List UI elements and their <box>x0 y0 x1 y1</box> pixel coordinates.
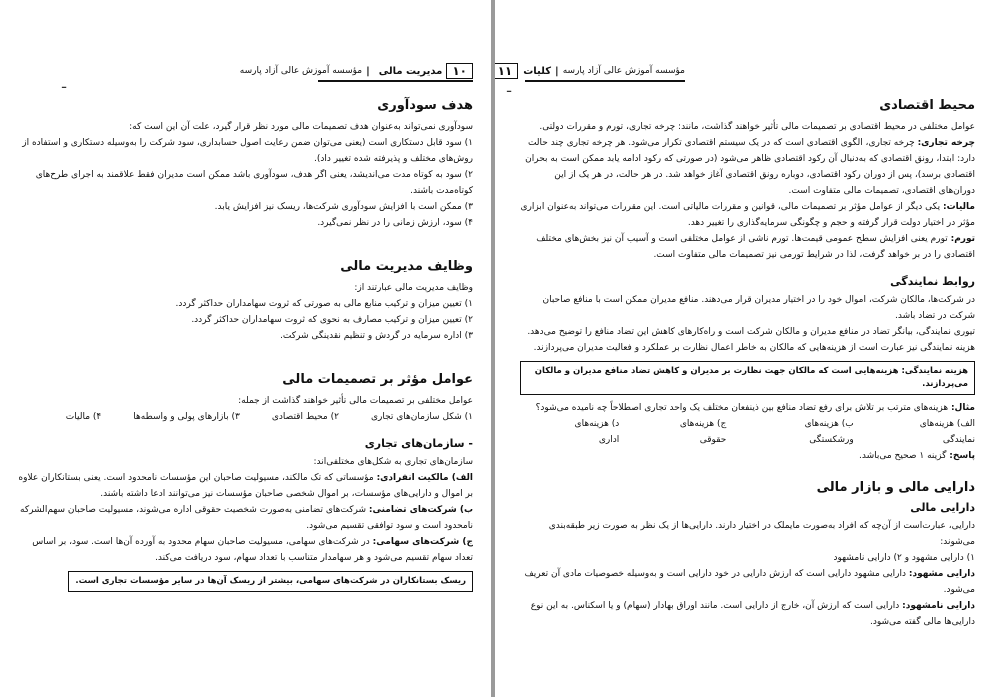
paragraph: در شرکت‌ها، مالکان شرکت، اموال خود را در اختیار مدیران قرار می‌دهند. منافع مدیران ممکن است با منافع صاحبان شرکت در تضاد باشد. <box>542 295 975 321</box>
page-number: ۱۰ <box>446 63 473 79</box>
term: پاسخ: <box>949 451 975 461</box>
institute-name: مؤسسه آموزش عالی آزاد پارسه <box>562 66 685 76</box>
header-separator: | <box>366 65 370 77</box>
term: الف) مالکیت انفرادی: <box>376 473 473 483</box>
term: ب) شرکت‌های تضامنی: <box>368 505 473 515</box>
list-item: ۳) ممکن است با افزایش سودآوری شرکت‌ها، ریسک نیز افزایش یابد. <box>214 202 473 212</box>
paragraph: عوامل مختلفی در محیط اقتصادی بر تصمیمات مالی تأثیر خواهند گذاشت، مانند: چرخه تجاری، تورم و مقررات دولتی. <box>539 122 975 132</box>
chapter-title: مدیریت مالی <box>378 65 443 77</box>
page-content <box>18 58 473 597</box>
subsection-heading: دارایی مالی <box>910 501 975 514</box>
header-separator: | <box>555 65 559 77</box>
paragraph: دارایی، عبارت‌است از آن‌چه که افراد به‌صورت مایملک در اختیار دارند. دارایی‌ها از یک نظر به صورت زیر طبقه‌بندی می‌شوند: <box>548 521 975 547</box>
option: ۴) مالیات <box>65 412 102 422</box>
option: ب) هزینه‌های ورشکستگی <box>804 419 854 445</box>
definition <box>18 470 473 502</box>
term: دارایی مشهود: <box>908 569 975 579</box>
highlight-box: هزینه نمایندگی: هزینه‌هایی است که مالکان جهت نظارت بر مدیران و کاهش تضاد منافع مدیران و مالکان می‌پردازند. <box>520 361 975 395</box>
definition-text: یکی دیگر از عوامل مؤثر بر تصمیمات مالی، قوانین و مقررات مالیاتی است. این مقررات می‌تواند به‌عنوان ابزاری مؤثر در اختیار دولت قرار گرفته و حجم و چگونگی سرمایه‌گذاری را تغییر دهد. <box>520 202 975 228</box>
list-item: ۱) سود قابل دستکاری است (یعنی می‌توان ضمن رعایت اصول حسابداری، سود شرکت را به‌وسیله دستکاری و استفاده از روش‌های مختلف و پذیرفته شده تغییر داد). <box>22 138 473 164</box>
section-heading-assets: دارایی مالی و بازار مالی <box>816 480 975 495</box>
page-10 <box>0 0 491 697</box>
definition <box>520 135 975 199</box>
section-heading-duties: وظایف مدیریت مالی <box>340 259 473 274</box>
institute-name: مؤسسه آموزش عالی آزاد پارسه <box>239 66 363 76</box>
example <box>520 400 975 416</box>
term: مثال: <box>950 403 975 413</box>
paragraph: سودآوری نمی‌تواند به‌عنوان هدف تصمیمات مالی مورد نظر قرار گیرد، علت آن این است که: <box>129 122 473 132</box>
paragraph: سازمان‌های تجاری به شکل‌های مختلفی‌اند: <box>313 457 473 467</box>
list-item: ۲) تعیین میزان و ترکیب مصارف به نحوی که ثروت سهامداران حداکثر گردد. <box>191 315 473 325</box>
chapter-title: کلیات <box>523 65 552 77</box>
list-item: ۳) اداره سرمایه در گردش و تنظیم نقدینگی شرکت. <box>280 331 473 341</box>
section-heading-econ: محیط اقتصادی <box>879 98 975 113</box>
option: د) هزینه‌های اداری <box>574 419 620 445</box>
factor-options <box>18 409 473 425</box>
term: تورم: <box>950 234 975 244</box>
page-content <box>520 58 975 630</box>
page-11 <box>495 0 992 697</box>
definition-text: چرخه تجاری، الگوی اقتصادی است که در یک سیستم اقتصادی تکرار می‌شود. هر چرخه تجاری چند حالت دارد: ابتدا، رونق اقتصادی که به‌دنبال آن رکود اقتصادی ظاهر می‌شود (در صورتی که رکود ادامه یابد ممکن است به بحران اقتصادی برسد)، پس از دوران رکود اقتصادی، دوباره رونق اقتصادی آغاز خواهد شد. در هر حالت، در هر یک از این دوران‌های اقتصادی، تصمیمات مالی متفاوت است. <box>525 138 975 196</box>
definition-text: دارایی است که ارزش آن، خارج از دارایی است. مانند اوراق بهادار (سهام) و یا اسکناس. به این نوع دارایی‌ها مالی گفته می‌شود. <box>530 601 975 627</box>
definition <box>520 231 975 263</box>
margin-mark: ـ <box>62 76 67 92</box>
term: چرخه تجاری: <box>917 138 975 148</box>
answer-options <box>520 416 975 448</box>
answer <box>520 448 975 464</box>
term: مالیات: <box>942 202 975 212</box>
list-item: ۲) سود به کوتاه مدت می‌اندیشد، یعنی اگر هدف، سودآوری باشد ممکن است مدیران فقط علاقمند به اجرای طرح‌های کوتاه‌مدت باشند. <box>35 170 473 196</box>
list-item: ۱) تعیین میزان و ترکیب منابع مالی به صورتی که ثروت سهامداران حداکثر گردد. <box>175 299 473 309</box>
answer-text: گزینه ۱ صحیح می‌باشد. <box>859 451 947 461</box>
definition-text: در شرکت‌های سهامی، مسیولیت صاحبان سهام محدود به آورده آن‌ها است. سود، بر اساس تعداد سهام تقسیم می‌شود و هر سهامدار متناسب با تعداد سهام، سود دریافت می‌کند. <box>32 537 473 563</box>
list-item: ۴) سود، ارزش زمانی را در نظر نمی‌گیرد. <box>317 218 473 228</box>
section-heading-orgs: - سازمان‌های تجاری <box>364 437 473 450</box>
page-number: ۱۱ <box>495 63 518 79</box>
paragraph: وظایف مدیریت مالی عبارتند از: <box>354 283 473 293</box>
definition-text: دارایی مشهود دارایی است که ارزش دارایی در خود دارایی است و به‌وسیله خصوصیات مادی آن تعریف می‌شود. <box>524 569 975 595</box>
definition-text: مؤسساتی که تک مالکند، مسیولیت صاحبان این مؤسسات نامحدود است. یعنی بستانکاران علاوه بر اموال و دارایی‌های مؤسسات، بر اموال شخصی صاحبان مؤسسات نیز می‌توانند ادعا داشته باشند. <box>18 473 473 499</box>
paragraph: عوامل مختلفی بر تصمیمات مالی تأثیر خواهند گذاشت از جمله: <box>238 396 473 406</box>
definition <box>18 534 473 566</box>
option: ج) هزینه‌های حقوقی <box>679 419 727 445</box>
margin-mark: ـ <box>507 80 512 96</box>
definition <box>520 566 975 598</box>
definition <box>520 598 975 630</box>
paragraph: ۱) دارایی مشهود و ۲) دارایی نامشهود <box>833 553 975 563</box>
option: ۱) شکل سازمان‌های تجاری <box>370 412 473 422</box>
definition <box>18 502 473 534</box>
section-heading-agency: روابط نمایندگی <box>890 275 975 288</box>
definition-text: تورم یعنی افزایش سطح عمومی قیمت‌ها. تورم ناشی از عوامل مختلفی است و آسیب آن نیز بخش‌های مختلف اقتصادی را در بر خواهد گرفت، لذا در شرایط تورمی نیز تصمیمات مالی متفاوت است. <box>536 234 975 260</box>
option: ۳) بازارهای پولی و واسطه‌ها <box>133 412 240 422</box>
term: ج) شرکت‌های سهامی: <box>372 537 473 547</box>
definition <box>520 199 975 231</box>
option: الف) هزینه‌های نمایندگی <box>919 419 975 445</box>
definition-text: شرکت‌های تضامنی به‌صورت شخصیت حقوقی اداره می‌شوند، مسیولیت صاحبان سهم‌الشرکه نامحدود است و سود توافقی تقسیم می‌شود. <box>20 505 473 531</box>
paragraph: تیوری نمایندگی، بیانگر تضاد در منافع مدیران و مالکان شرکت است و راه‌کارهای کاهش این تضاد منافع را توضیح می‌دهد. هزینه نمایندگی نیز عبارت است از هزینه‌هایی که مالکان به خاطر اعمال نظارت بر عملکرد و فعالیت مدیران می‌پردازند. <box>527 327 975 353</box>
term: دارایی نامشهود: <box>902 601 975 611</box>
section-heading-profit: هدف سودآوری <box>377 98 473 113</box>
highlight-box: ریسک بستانکاران در شرکت‌های سهامی، بیشتر از ریسک آن‌ها در سایر مؤسسات تجاری است. <box>68 571 473 592</box>
option: ۲) محیط اقتصادی <box>271 412 339 422</box>
section-heading-factors: عوامل مؤثر بر تصمیمات مالی <box>282 372 473 387</box>
example-text: هزینه‌های مترتب بر تلاش برای رفع تضاد منافع بین ذینفعان مختلف یک واحد تجاری اصطلاحاً چه نامیده می‌شود؟ <box>535 403 949 413</box>
